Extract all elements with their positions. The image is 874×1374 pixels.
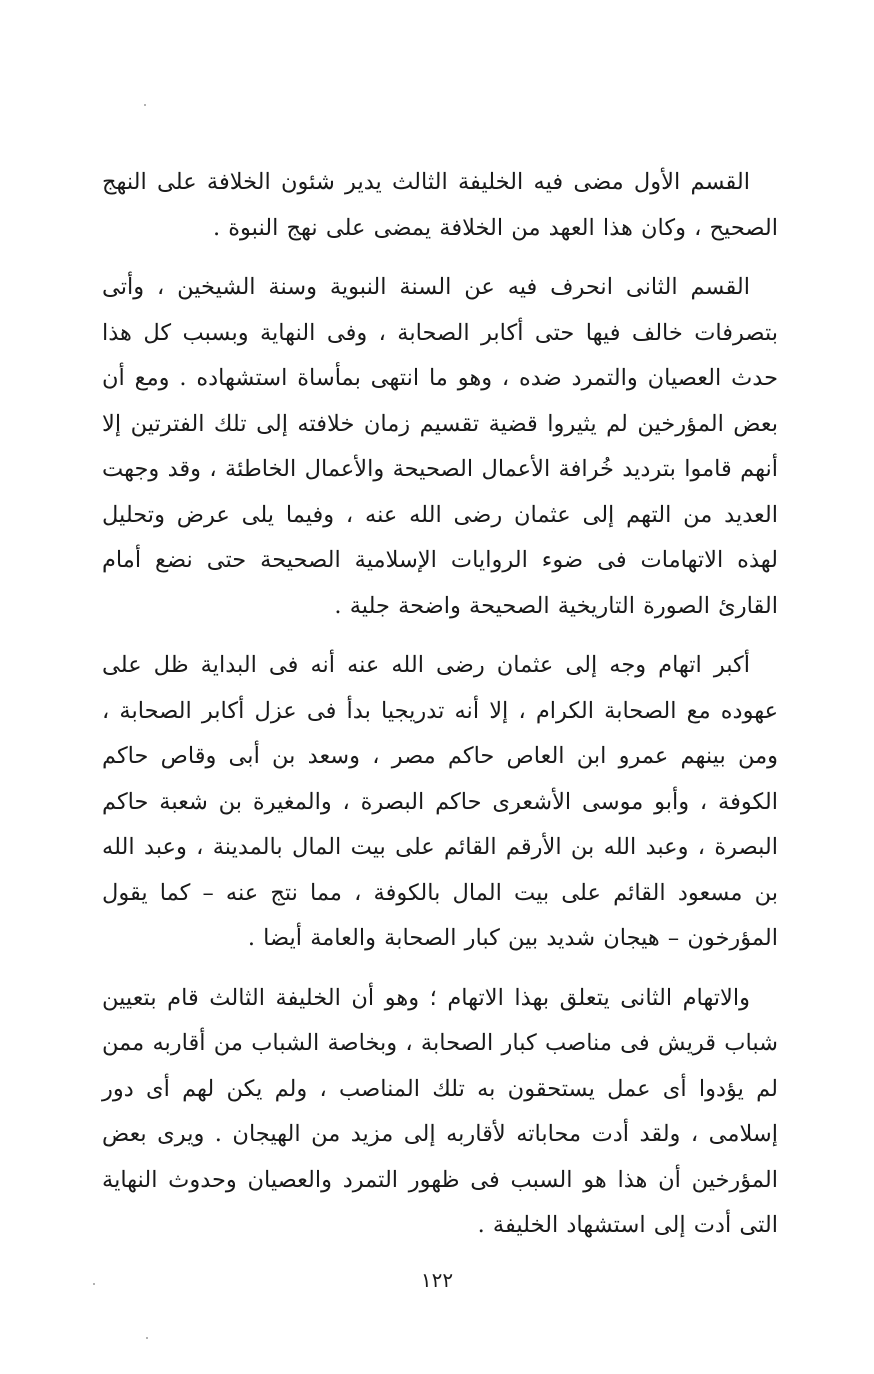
scan-speck [144, 104, 146, 106]
paragraph-second-section: القسم الثانى انحرف فيه عن السنة النبوية وسنة الشيخين ، وأتى بتصرفات خالف فيها حتى أكابر الصحابة ، وفى النهاية وبسبب كل هذا حدث العصيان والتمرد ضده ، وهو ما انتهى بمأساة استشهاده . ومع أن بعض المؤرخين لم يثيروا قضية تقسيم زمان خلافته إلى تلك الفترتين إلا أنهم قاموا بترديد خُرافة الأعمال الصحيحة والأعمال الخاطئة ، وقد وجهت العديد من التهم إلى عثمان رضى الله عنه ، وفيما يلى عرض وتحليل لهذه الاتهامات فى ضوء الروايات الإسلامية الصحيحة حتى نضع أمام القارئ الصورة التاريخية الصحيحة واضحة جلية . [102, 274, 778, 619]
page-body [102, 160, 778, 1263]
paragraph-first-section: القسم الأول مضى فيه الخليفة الثالث يدير شئون الخلافة على النهج الصحيح ، وكان هذا العهد من الخلافة يمضى على نهج النبوة . [102, 169, 778, 241]
paragraph-second-accusation: والاتهام الثانى يتعلق بهذا الاتهام ؛ وهو أن الخليفة الثالث قام بتعيين شباب قريش فى مناصب كبار الصحابة ، وبخاصة الشباب من أقاربه ممن لم يؤدوا أى عمل يستحقون به تلك المناصب ، ولم يكن لهم أى دور إسلامى ، ولقد أدت محاباته لأقاربه إلى مزيد من الهيجان . ويرى بعض المؤرخين أن هذا هو السبب فى ظهور التمرد والعصيان وحدوث النهاية التى أدت إلى استشهاد الخليفة . [102, 984, 778, 1238]
scan-speck [146, 1337, 148, 1339]
page-number: ١٢٢ [420, 1268, 454, 1292]
paragraph-first-accusation: أكبر اتهام وجه إلى عثمان رضى الله عنه أنه فى البداية ظل على عهوده مع الصحابة الكرام ، إلا أنه تدريجيا بدأ فى عزل أكابر الصحابة ، ومن بينهم عمرو ابن العاص حاكم مصر ، وسعد بن أبى وقاص حاكم الكوفة ، وأبو موسى الأشعرى حاكم البصرة ، والمغيرة بن شعبة حاكم البصرة ، وعبد الله بن الأرقم القائم على بيت المال بالمدينة ، وعبد الله بن مسعود القائم على بيت المال بالكوفة ، مما نتج عنه – كما يقول المؤرخون – هيجان شديد بين كبار الصحابة والعامة أيضا . [102, 652, 778, 951]
scan-speck [93, 1283, 95, 1285]
